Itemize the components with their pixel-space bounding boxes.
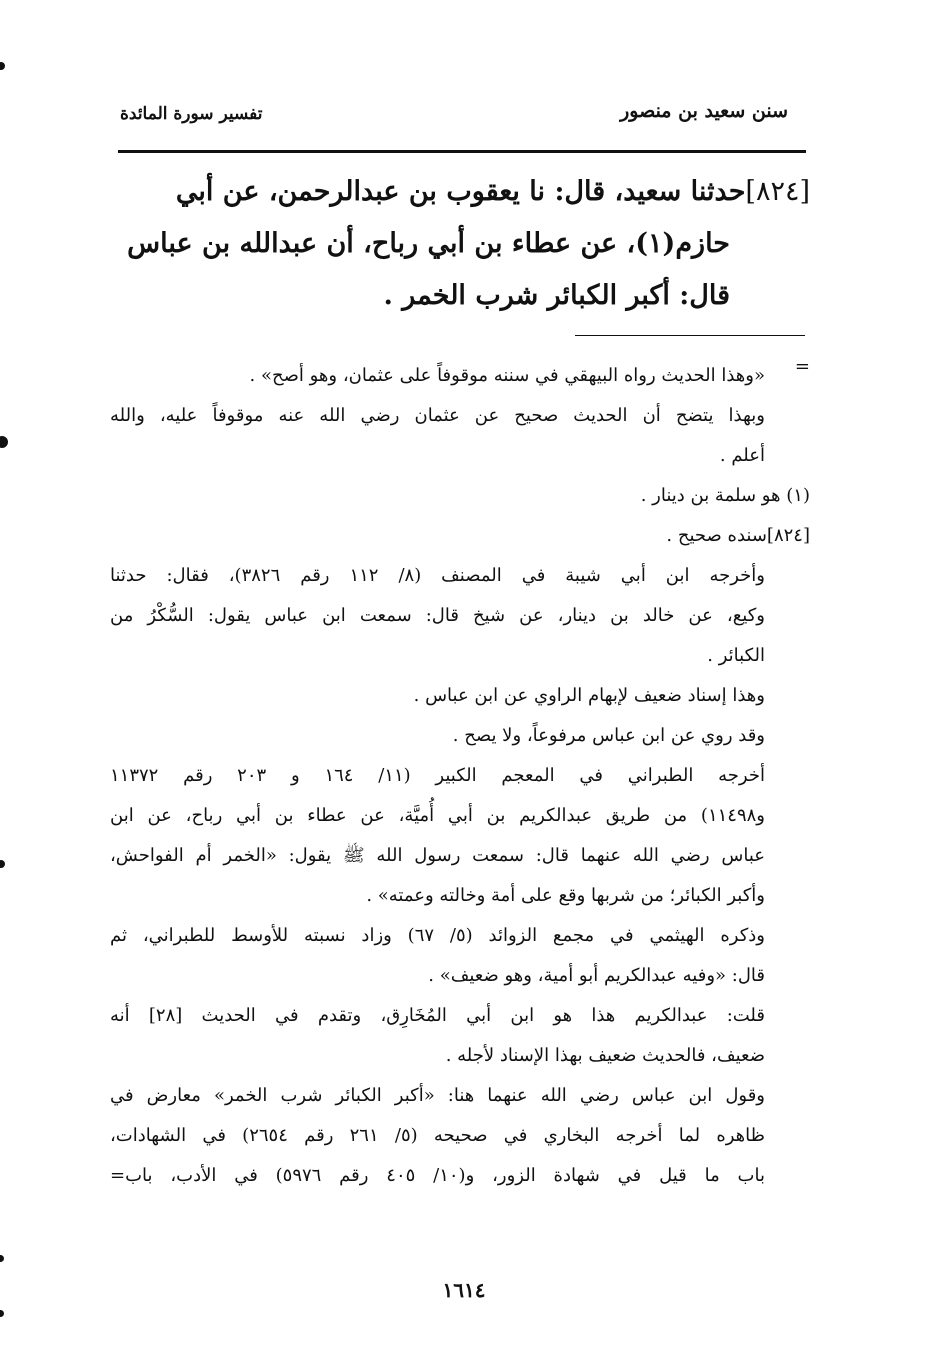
hadith-line-2: حازم(١)، عن عطاء بن أبي رباح، أن عبدالله بن عباس bbox=[127, 228, 730, 259]
footnote-line: أخرجه الطبراني في المعجم الكبير (١١/ ١٦٤ و ٢٠٣ رقم ١١٣٧٢ bbox=[110, 765, 765, 786]
footnote-line: و١١٤٩٨) من طريق عبدالكريم بن أبي أُميَّة، عن عطاء بن أبي رباح، عن ابن bbox=[110, 805, 765, 826]
footnote-line: وبهذا يتضح أن الحديث صحيح عن عثمان رضي الله عنه موقوفاً عليه، والله bbox=[110, 405, 765, 426]
footnote-line: وهذا إسناد ضعيف لإبهام الراوي عن ابن عباس . bbox=[413, 685, 765, 706]
hadith-line-1-text: حدثنا سعيد، قال: نا يعقوب بن عبدالرحمن، عن أبي bbox=[175, 176, 746, 207]
page-number: ١٦١٤ bbox=[442, 1278, 486, 1302]
hadith-number: [٨٢٤] bbox=[745, 176, 810, 207]
footnote-separator bbox=[575, 335, 805, 336]
footnote-line: وذكره الهيثمي في مجمع الزوائد (٥/ ٦٧) وزاد نسبته للأوسط للطبراني، ثم bbox=[110, 925, 765, 946]
continuation-mark: = bbox=[794, 356, 810, 377]
footnote-line: ضعيف، فالحديث ضعيف بهذا الإسناد لأجله . bbox=[445, 1045, 765, 1066]
scan-mark bbox=[0, 860, 5, 868]
footnote-line: قلت: عبدالكريم هذا هو ابن أبي المُخَارِق، وتقدم في الحديث [٢٨] أنه bbox=[110, 1005, 765, 1026]
hadith-text bbox=[110, 166, 810, 322]
scan-mark bbox=[0, 436, 8, 448]
footnote-line: باب ما قيل في شهادة الزور، و(١٠/ ٤٠٥ رقم ٥٩٧٦) في الأدب، باب= bbox=[110, 1165, 765, 1186]
footnote-line: «وهذا الحديث رواه البيهقي في سننه موقوفاً على عثمان، وهو أصح» . bbox=[249, 365, 765, 386]
footnote-line: الكبائر . bbox=[707, 645, 765, 666]
footnote-line: وقد روي عن ابن عباس مرفوعاً، ولا يصح . bbox=[452, 725, 765, 746]
footnote-line: وقول ابن عباس رضي الله عنهما هنا: «أكبر الكبائر شرب الخمر» معارض في bbox=[110, 1085, 765, 1106]
scan-mark bbox=[0, 62, 5, 70]
footnotes bbox=[110, 356, 810, 1196]
header-rule bbox=[118, 150, 806, 153]
hadith-line-3: قال: أكبر الكبائر شرب الخمر . bbox=[383, 280, 730, 311]
footnote-line: وأخرجه ابن أبي شيبة في المصنف (٨/ ١١٢ رقم ٣٨٢٦)، فقال: حدثنا bbox=[110, 565, 765, 586]
hadith-line-1 bbox=[110, 166, 810, 218]
footnote-line: [٨٢٤]سنده صحيح . bbox=[666, 525, 810, 546]
footnote-line: (١) هو سلمة بن دينار . bbox=[640, 485, 810, 506]
running-header-chapter-title: تفسير سورة المائدة bbox=[120, 104, 263, 124]
scan-mark bbox=[0, 1255, 4, 1262]
footnote-line: ظاهره لما أخرجه البخاري في صحيحه (٥/ ٢٦١ رقم ٢٦٥٤) في الشهادات، bbox=[110, 1125, 765, 1146]
footnote-line: أعلم . bbox=[719, 445, 765, 466]
running-header-book-title: سنن سعيد بن منصور bbox=[620, 100, 788, 122]
footnote-line: وكيع، عن خالد بن دينار، عن شيخ قال: سمعت ابن عباس يقول: السُّكْرُ من bbox=[110, 605, 765, 626]
scan-mark bbox=[0, 1310, 4, 1317]
footnote-line: وأكبر الكبائر؛ من شربها وقع على أمة وخالته وعمته» . bbox=[366, 885, 765, 906]
footnote-line: عباس رضي الله عنهما قال: سمعت رسول الله ﷺ يقول: «الخمر أم الفواحش، bbox=[110, 845, 765, 866]
footnote-line: قال: «وفيه عبدالكريم أبو أمية، وهو ضعيف» . bbox=[428, 965, 765, 986]
